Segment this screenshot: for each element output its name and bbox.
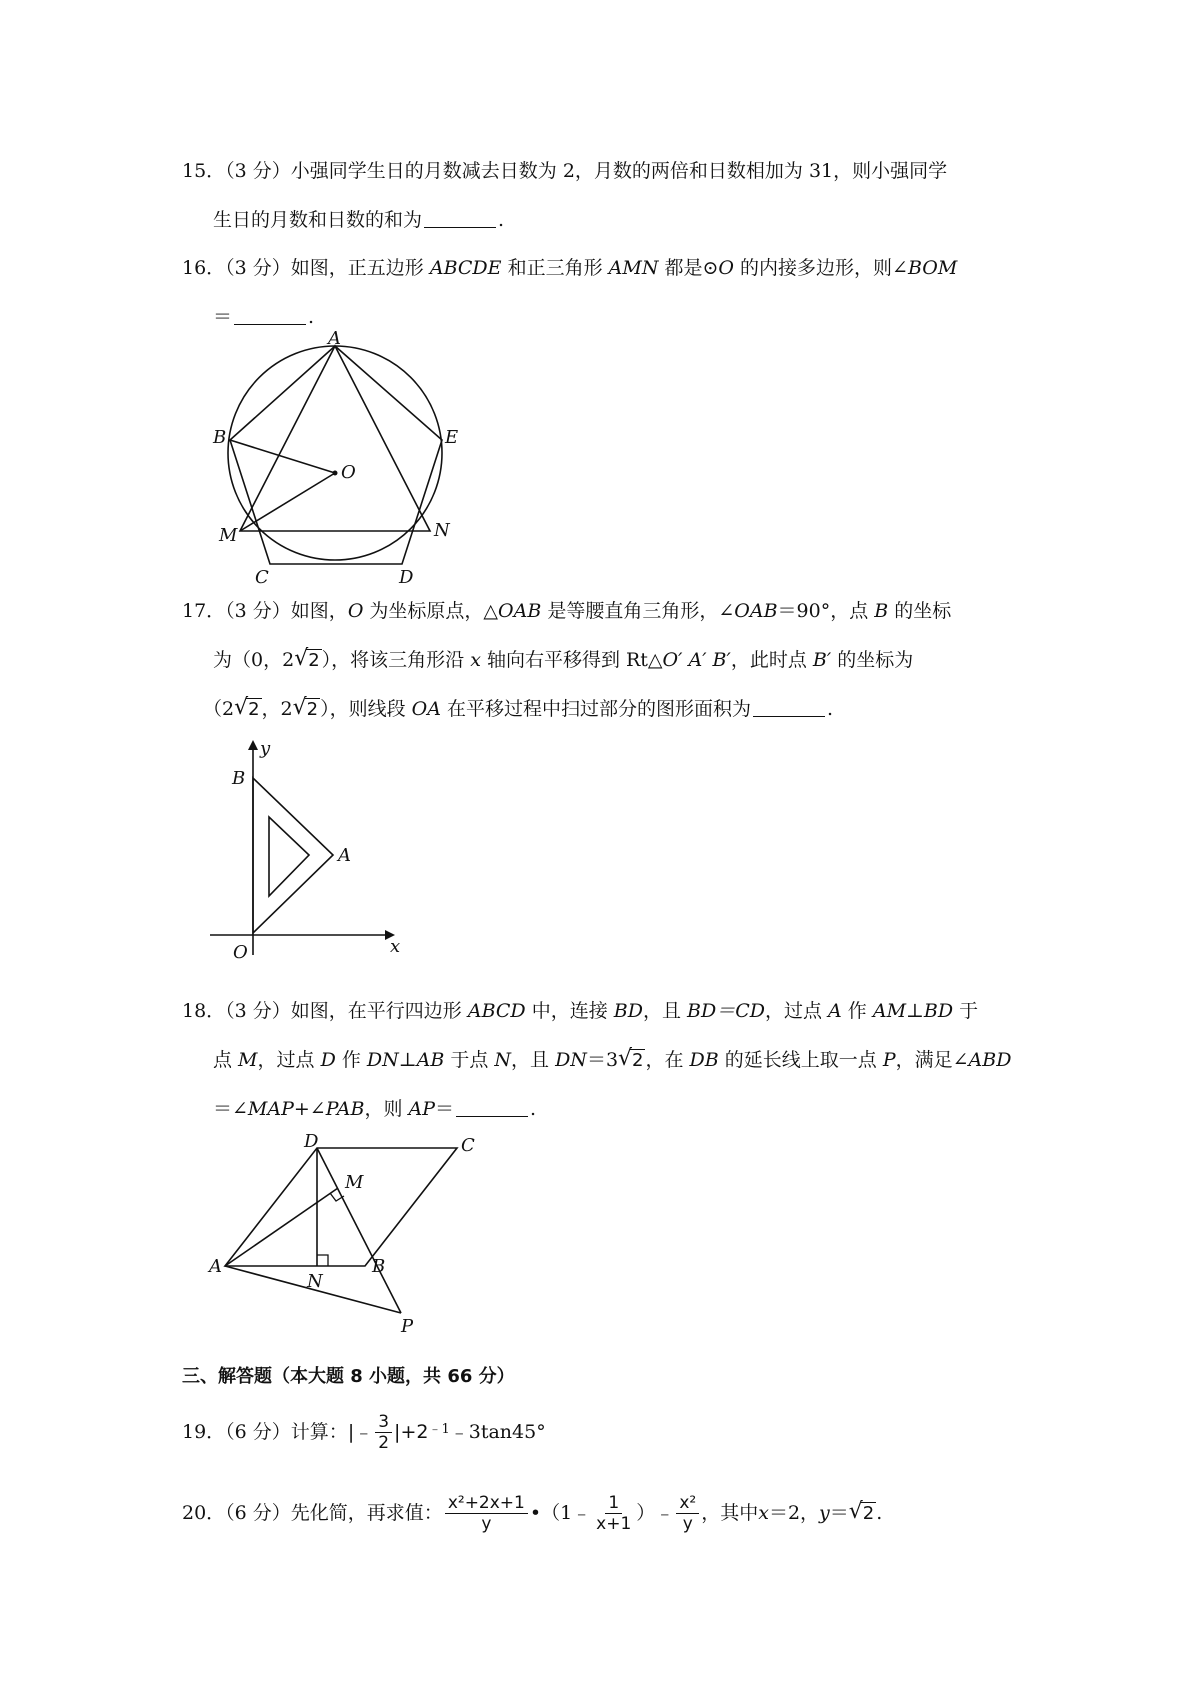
q17-var-B: B (874, 600, 889, 622)
q16-triangle-name: AMN (608, 257, 659, 279)
q18-var: DN⊥AB (366, 1049, 445, 1071)
q18-text: 作 (841, 1000, 873, 1022)
q16-pentagon-name: ABCDE (429, 257, 502, 279)
q17-label-O: O (233, 942, 248, 963)
q18-text: ，则 (364, 1098, 409, 1120)
q18-text: ＝ (435, 1098, 455, 1120)
q16-label-D: D (399, 567, 414, 588)
q18-period: . (530, 1098, 537, 1120)
q20-text: ，其中 (701, 1502, 759, 1524)
q18-var: PAB (325, 1098, 365, 1120)
q18-text: 的延长线上取一点 (718, 1049, 883, 1071)
q19-text: 19．（6 分）计算： (182, 1421, 348, 1443)
q18-label-B: B (372, 1256, 386, 1277)
q18-parallelogram (225, 1148, 457, 1266)
q16-triangle (240, 346, 430, 531)
q17-text: ，此时点 (730, 649, 813, 671)
q16-mid2: 都是⊙ (658, 257, 719, 279)
q17-answer-blank (753, 698, 825, 717)
q18-line3 (213, 1095, 536, 1123)
q20-text: ＝2， (768, 1502, 820, 1524)
q18-label-N: N (307, 1271, 323, 1292)
q18-var: BD (613, 1000, 643, 1022)
q18-label-D: D (304, 1131, 319, 1152)
q17-text: 在平移过程中扫过部分的图形面积为 (440, 698, 751, 720)
q16-label-O: O (341, 462, 356, 483)
q16-label-N: N (434, 520, 450, 541)
q15-text: 生日的月数和日数的和为 (213, 209, 423, 231)
q18-var: ABCD (467, 1000, 526, 1022)
q20-fraction-3-den: y (682, 1513, 693, 1534)
q18-text: 点 (213, 1049, 239, 1071)
q18-text: 于点 (444, 1049, 495, 1071)
q20-text: 20．（6 分）先化简，再求值： (182, 1502, 443, 1524)
q17-text: 为坐标原点，△ (363, 600, 499, 622)
q18-right-angle-M (330, 1193, 344, 1201)
q16-circle (228, 346, 442, 560)
q18-label-P: P (401, 1316, 414, 1337)
q18-text: 中，连接 (525, 1000, 614, 1022)
q17-var-OA: OA (411, 698, 441, 720)
q16-label-B: B (213, 427, 227, 448)
q17-triangle-OAB (253, 778, 333, 933)
q16-label-A: A (328, 328, 341, 349)
q18-text: ，且 (511, 1049, 556, 1071)
q20-fraction-1-num: x²+2x+1 (445, 1493, 528, 1514)
q17-label-B: B (232, 768, 246, 789)
q18-text: ，过点 (257, 1049, 321, 1071)
q19-fraction-num: 3 (375, 1412, 392, 1433)
q18-label-A: A (209, 1256, 222, 1277)
sqrt-icon: √ 2 (848, 1498, 875, 1524)
q16-mid3: 的内接多边形，则∠ (734, 257, 908, 279)
q17-text: ），则线段 (320, 698, 412, 720)
q20-text: ）﹣ (636, 1502, 675, 1524)
q18-text: ，满足∠ (895, 1049, 969, 1071)
q16-point-O (333, 471, 338, 476)
q19-abs-open: |﹣ (347, 1421, 374, 1443)
q18-var: MAP (247, 1098, 294, 1120)
section-3-title: 三、解答题（本大题 8 小题，共 66 分） (182, 1366, 515, 1387)
q18-figure (205, 1131, 485, 1337)
q17-var-B-prime: B′ (812, 649, 832, 671)
q17-line2 (213, 646, 913, 675)
q18-text: ，过点 (764, 1000, 829, 1022)
q19-text: ﹣3tan45° (449, 1421, 546, 1443)
q18-right-angle-N (317, 1255, 328, 1266)
q16-period: . (308, 306, 315, 328)
q18-answer-blank (456, 1098, 528, 1117)
q18-var: ABD (968, 1049, 1012, 1071)
q20-fraction-1 (445, 1493, 528, 1534)
q16-angle-name: BOM (907, 257, 958, 279)
q18-text: +∠ (293, 1098, 326, 1120)
q18-label-C: C (461, 1135, 475, 1156)
q17-radicand: 2 (308, 650, 320, 671)
q18-text: ，在 (645, 1049, 690, 1071)
q18-text: ＝∠ (213, 1098, 248, 1120)
q17-text: 的坐标 (888, 600, 952, 622)
q17-radicand: 2 (306, 699, 319, 720)
q20-var-x: x (758, 1502, 769, 1524)
q20-line (182, 1488, 882, 1538)
q17-text: ），将该三角形沿 (321, 649, 471, 671)
q20-var-y: y (819, 1502, 830, 1524)
q17-label-A: A (338, 845, 351, 866)
q20-text: ＝ (829, 1502, 849, 1524)
q16-label-M: M (219, 525, 238, 546)
q18-var: M (238, 1049, 258, 1071)
q17-text: （2 (203, 698, 235, 720)
q18-text: 作 (335, 1049, 367, 1071)
q19-exponent: ﹣1 (428, 1422, 450, 1437)
q18-var: D (320, 1049, 336, 1071)
q17-period: . (827, 698, 834, 720)
q17-line3 (203, 695, 833, 724)
q16-circle-name: O (718, 257, 734, 279)
q18-line1 (182, 997, 978, 1025)
q20-radicand: 2 (862, 1502, 875, 1524)
q18-var: AM⊥BD (872, 1000, 954, 1022)
q18-radicand: 2 (632, 1050, 644, 1071)
q19-fraction-den: 2 (378, 1432, 390, 1453)
q18-var: N (494, 1049, 512, 1071)
q16-figure (205, 328, 475, 588)
sqrt-icon: √ 2 (618, 1046, 644, 1071)
q17-var-angle-OAB: OAB (734, 600, 778, 622)
q15-line2 (213, 206, 504, 234)
q18-text: ，且 (642, 1000, 688, 1022)
q17-label-y: y (260, 738, 271, 759)
q18-var: DN (555, 1049, 587, 1071)
q17-label-x: x (390, 936, 401, 957)
q16-label-C: C (255, 567, 269, 588)
q20-fraction-2 (593, 1493, 634, 1534)
q20-fraction-1-den: y (481, 1513, 492, 1534)
q18-text: 18．（3 分）如图，在平行四边形 (182, 1000, 468, 1022)
q19-line (182, 1410, 546, 1454)
q18-var: AP (408, 1098, 436, 1120)
q16-line1 (182, 254, 957, 282)
sqrt-icon: √ 2 (294, 646, 320, 671)
q20-text: •（1﹣ (529, 1502, 592, 1524)
q16-segment-BO (230, 440, 335, 473)
q20-period: . (876, 1502, 883, 1524)
q17-text: ＝90°，点 (777, 600, 875, 622)
q20-fraction-2-num: 1 (605, 1493, 622, 1514)
q16-eq: ＝ (213, 306, 233, 328)
q17-figure (205, 740, 405, 965)
q18-line2 (213, 1046, 1011, 1075)
q20-fraction-3 (676, 1493, 699, 1534)
q20-fraction-3-num: x² (676, 1493, 699, 1514)
q18-segment-AM (225, 1188, 338, 1266)
q17-radicand: 2 (248, 699, 260, 720)
q17-y-arrow-icon (248, 740, 258, 750)
q17-text: ，2 (261, 698, 293, 720)
q17-var-O: O (347, 600, 364, 622)
q17-text: 为（0，2 (213, 649, 295, 671)
q18-var: P (882, 1049, 896, 1071)
q18-text: 于 (953, 1000, 979, 1022)
q16-mid1: 和正三角形 (501, 257, 609, 279)
q18-text: ＝3 (586, 1049, 619, 1071)
q17-var-OAB-prime: O′ A′ B′ (662, 649, 731, 671)
q18-var: A (828, 1000, 842, 1022)
sqrt-icon: √ 2 (234, 695, 260, 720)
q17-text: 的坐标为 (831, 649, 914, 671)
q17-var-x: x (470, 649, 481, 671)
q16-line2 (213, 303, 314, 331)
q17-line1 (182, 597, 951, 625)
q17-text: 是等腰直角三角形，∠ (541, 600, 735, 622)
q17-text: 轴向右平移得到 Rt△ (480, 649, 663, 671)
q18-label-M: M (345, 1172, 364, 1193)
q16-label-E: E (445, 427, 459, 448)
q19-fraction (375, 1412, 392, 1453)
q15-line1: 15．（3 分）小强同学生日的月数减去日数为 2，月数的两倍和日数相加为 31，则小强同学 (182, 160, 948, 182)
q18-var: BD＝CD (687, 1000, 765, 1022)
q15-period: . (498, 209, 505, 231)
q20-fraction-2-den: x+1 (596, 1513, 632, 1534)
q15-answer-blank (424, 209, 496, 228)
sqrt-icon: √ 2 (292, 695, 319, 720)
q16-prefix: 16．（3 分）如图，正五边形 (182, 257, 430, 279)
q17-var-OAB: OAB (498, 600, 542, 622)
q19-abs-close: |+2 (394, 1421, 429, 1443)
q18-var: DB (689, 1049, 719, 1071)
q16-answer-blank (234, 306, 306, 325)
q17-text: 17．（3 分）如图， (182, 600, 348, 622)
